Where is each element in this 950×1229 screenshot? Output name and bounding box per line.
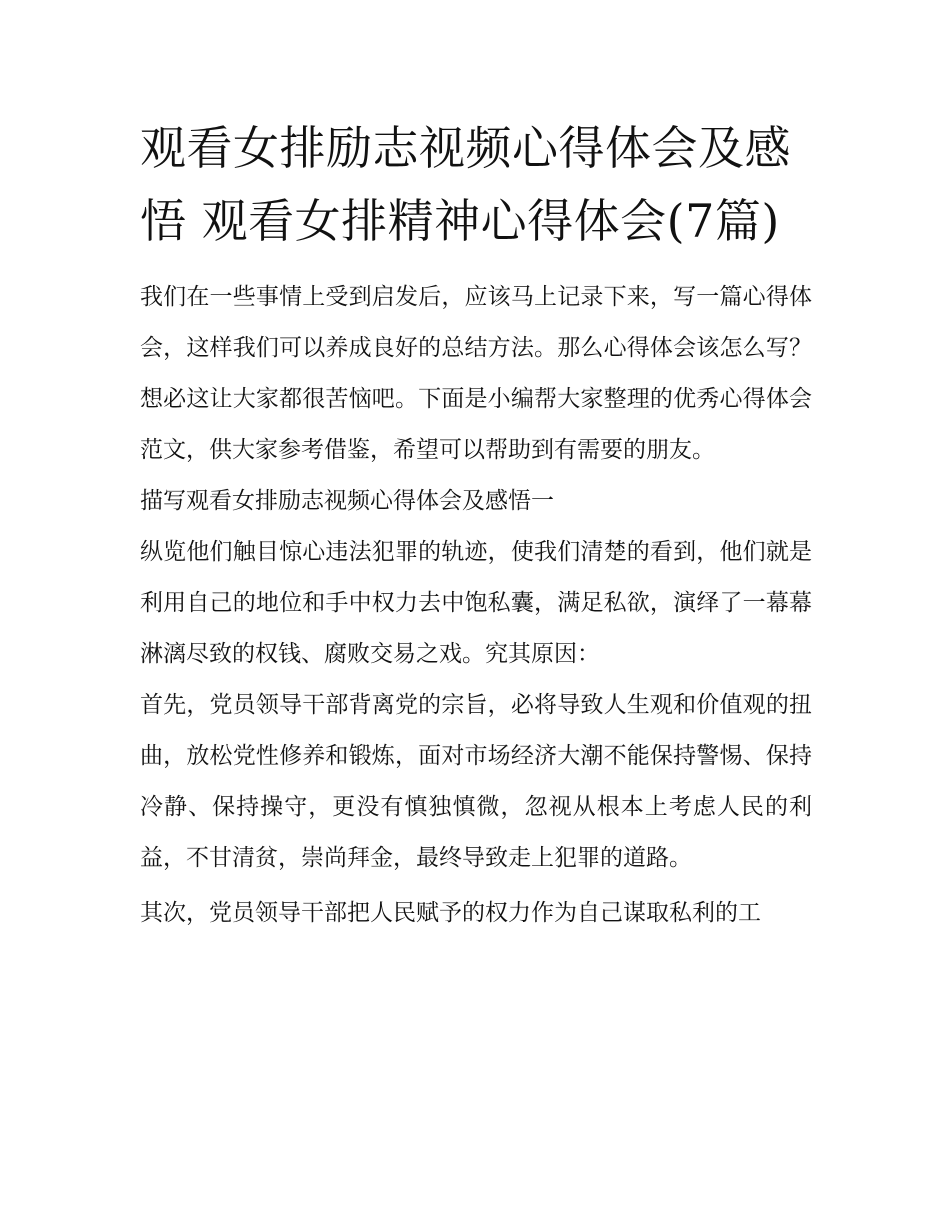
body-paragraph-2: 首先，党员领导干部背离党的宗旨，必将导致人生观和价值观的扭曲，放松党性修养和锻炼，面对市场经济大潮不能保持警惕、保持冷静、保持操守，更没有慎独慎微，忽视从根本上考虑人民的利益，不甘清贫，崇尚拜金，最终导致走上犯罪的道路。: [140, 692, 812, 871]
document-page: [140, 112, 812, 939]
intro-paragraph: 我们在一些事情上受到启发后，应该马上记录下来，写一篇心得体会，这样我们可以养成良好的总结方法。那么心得体会该怎么写？想必这让大家都很苦恼吧。下面是小编帮大家整理的优秀心得体会范文，供大家参考借鉴，希望可以帮助到有需要的朋友。: [140, 284, 812, 463]
body-paragraph-3: 其次，党员领导干部把人民赋予的权力作为自己谋取私利的工: [140, 900, 761, 926]
body-paragraph-1: 纵览他们触目惊心违法犯罪的轨迹，使我们清楚的看到，他们就是利用自己的地位和手中权力去中饱私囊，满足私欲，演绎了一幕幕淋漓尽致的权钱、腐败交易之戏。究其原因：: [140, 539, 812, 667]
section-heading: 描写观看女排励志视频心得体会及感悟一: [140, 488, 554, 514]
document-title: 观看女排励志视频心得体会及感悟 观看女排精神心得体会(7篇): [140, 121, 791, 248]
